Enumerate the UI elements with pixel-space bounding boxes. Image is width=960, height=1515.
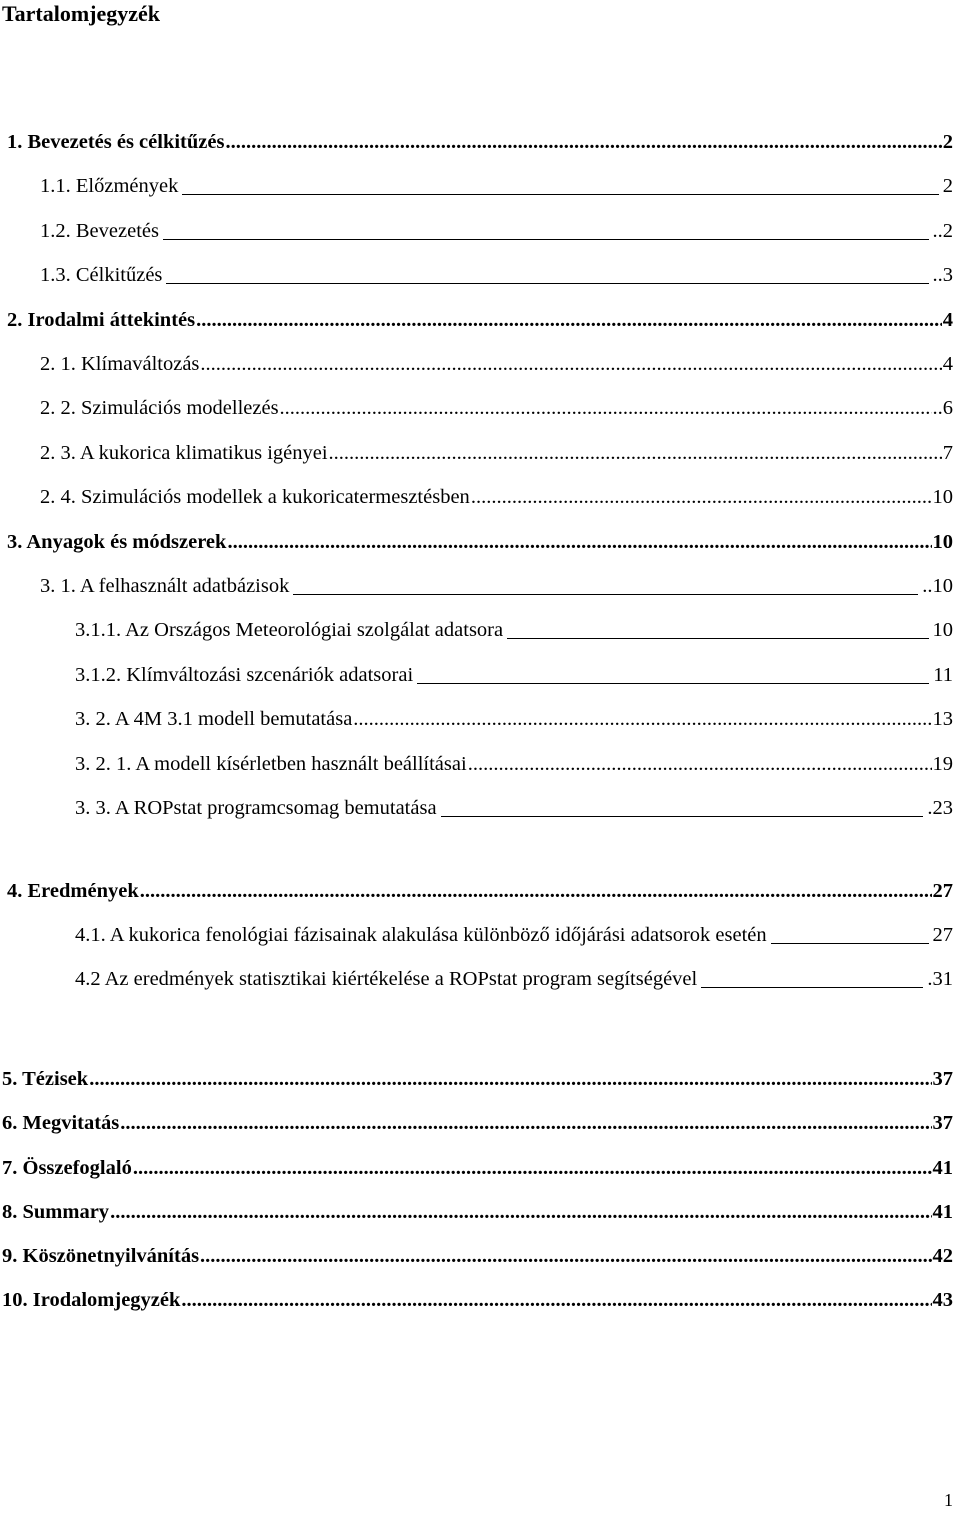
toc-entry (75, 964, 953, 994)
toc-entry-page: 2 (942, 175, 953, 197)
toc-entry-page: 42 (932, 1245, 953, 1267)
toc-entry-title: 4.1. A kukorica fenológiai fázisainak alakulása különböző időjárási adatsorok esetén (75, 924, 767, 946)
toc-leader (353, 704, 931, 734)
toc-leader (182, 170, 938, 195)
toc-entry-page: 7 (942, 442, 953, 464)
toc-leader (701, 963, 923, 988)
toc-leader (110, 1197, 931, 1227)
toc-leader (200, 349, 941, 379)
toc-entry-title: 4.2 Az eredmények statisztikai kiértékelése a ROPstat program segítségével (75, 968, 698, 990)
toc-leader (280, 393, 932, 423)
toc-entry-title: 5. Tézisek (2, 1068, 89, 1090)
toc-entry-page: 4 (942, 353, 953, 375)
toc-entry (40, 349, 953, 379)
toc-entry-page: .31 (927, 968, 953, 990)
toc-entry-title: 7. Összefoglaló (2, 1157, 132, 1179)
toc-entry-title: 10. Irodalomjegyzék (2, 1289, 181, 1311)
toc-entry-page: 2 (942, 131, 953, 153)
toc-entry-title: 3.1.1. Az Országos Meteorológiai szolgálat adatsora (75, 619, 504, 641)
toc-entry-title: 6. Megvitatás (2, 1112, 120, 1134)
toc-entry-title: 3. 1. A felhasznált adatbázisok (40, 575, 290, 597)
toc-leader (225, 127, 941, 157)
toc-entry-page: 13 (932, 708, 953, 730)
toc-entry-page: 43 (932, 1289, 953, 1311)
toc-entry-page: 10 (932, 486, 953, 508)
toc-entry (40, 438, 953, 468)
toc-entry (2, 1241, 953, 1271)
toc-entry-page: ..10 (922, 575, 953, 597)
toc-entry-title: 4. Eredmények (7, 880, 139, 902)
toc-leader (293, 570, 918, 595)
toc-leader (89, 1064, 931, 1094)
toc-entry-page: 41 (932, 1201, 953, 1223)
toc-leader (227, 527, 931, 557)
toc-entry-title: 1.1. Előzmények (40, 175, 179, 197)
toc-entry-title: 2. 2. Szimulációs modellezés (40, 397, 279, 419)
toc-entry (7, 527, 953, 557)
page-title: Tartalomjegyzék (2, 1, 161, 26)
toc-entry (40, 216, 953, 246)
toc-entry (7, 127, 953, 157)
toc-entry (2, 1108, 953, 1138)
toc-leader (133, 1153, 932, 1183)
toc-entry-page: 37 (932, 1068, 953, 1090)
toc-entry-page: 27 (932, 924, 953, 946)
toc-entry (40, 482, 953, 512)
toc-leader (163, 215, 929, 240)
toc-entry-page: ..2 (932, 220, 953, 242)
toc-leader (771, 919, 929, 944)
toc-leader (441, 792, 924, 817)
toc-entry (75, 749, 953, 779)
toc-entry-page: 4 (942, 309, 953, 331)
toc-leader (471, 482, 932, 512)
toc-leader (200, 1241, 931, 1271)
toc-entry-page: 19 (932, 753, 953, 775)
toc-leader (166, 259, 928, 284)
toc-entry (40, 260, 953, 290)
toc-entry (7, 876, 953, 906)
toc-entry-title: 3. 2. A 4M 3.1 modell bemutatása (75, 708, 353, 730)
toc-entry-page: 11 (933, 664, 953, 686)
toc-leader (417, 659, 929, 684)
toc-entry-page: 10 (932, 619, 953, 641)
toc-entry-title: 2. 1. Klímaváltozás (40, 353, 200, 375)
toc-leader (329, 438, 942, 468)
toc-entry (75, 704, 953, 734)
toc-entry-title: 2. 4. Szimulációs modellek a kukoricatermesztésben (40, 486, 470, 508)
toc-leader (120, 1108, 931, 1138)
toc-entry (75, 615, 953, 645)
toc-entry (2, 1153, 953, 1183)
toc-entry (2, 1197, 953, 1227)
toc-entry-page: 27 (932, 880, 953, 902)
toc-entry-title: 1. Bevezetés és célkitűzés (7, 131, 225, 153)
toc-leader (507, 614, 928, 639)
toc-entry-title: 9. Köszönetnyilvánítás (2, 1245, 200, 1267)
toc-entry (75, 793, 953, 823)
toc-entry (40, 571, 953, 601)
toc-entry-page: 37 (932, 1112, 953, 1134)
toc-entry-page: ..3 (932, 264, 953, 286)
toc-entry-page: .23 (927, 797, 953, 819)
toc-entry-page: ..6 (932, 397, 953, 419)
toc-entry (75, 920, 953, 950)
toc-entry-title: 8. Summary (2, 1201, 110, 1223)
toc-entry-title: 3. 3. A ROPstat programcsomag bemutatása (75, 797, 437, 819)
toc-entry-title: 3. 2. 1. A modell kísérletben használt beállításai (75, 753, 467, 775)
toc-entry-title: 3.1.2. Klímváltozási szcenáriók adatsorai (75, 664, 414, 686)
toc-entry (7, 305, 953, 335)
toc-leader (468, 749, 932, 779)
toc-entry-page: 41 (932, 1157, 953, 1179)
toc-entry-title: 1.2. Bevezetés (40, 220, 159, 242)
toc-leader (196, 305, 942, 335)
toc-entry-title: 2. 3. A kukorica klimatikus igényei (40, 442, 328, 464)
toc-entry (40, 171, 953, 201)
toc-entry (2, 1064, 953, 1094)
toc-leader (140, 876, 932, 906)
toc-entry-page: 10 (932, 531, 953, 553)
toc-entry (2, 1285, 953, 1315)
toc-entry-title: 2. Irodalmi áttekintés (7, 309, 196, 331)
page-number: 1 (944, 1490, 953, 1510)
toc-leader (181, 1285, 931, 1315)
toc-entry (40, 393, 953, 423)
toc-entry-title: 1.3. Célkitűzés (40, 264, 163, 286)
toc-entry (75, 660, 953, 690)
toc-entry-title: 3. Anyagok és módszerek (7, 531, 227, 553)
